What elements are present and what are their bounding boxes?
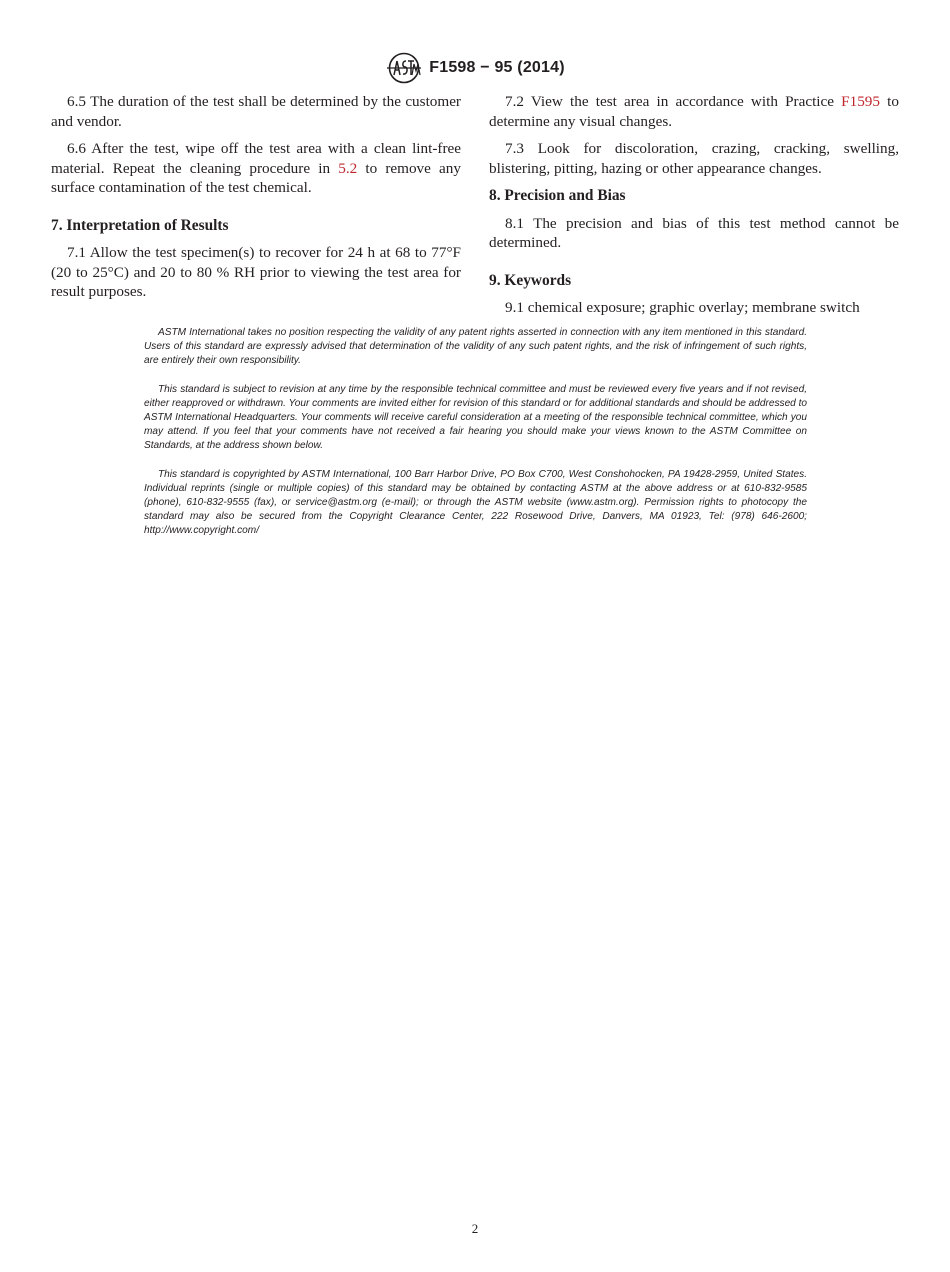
paragraph-9-1: 9.1 chemical exposure; graphic overlay; membrane switch (505, 299, 860, 316)
astm-logo-icon (385, 52, 423, 84)
page-header (0, 52, 950, 89)
left-column (51, 92, 461, 310)
section-8-heading: 8. Precision and Bias (489, 187, 626, 204)
legal-notes (144, 326, 807, 553)
paragraph-6-5: 6.5 The duration of the test shall be determined by the customer and vendor. (51, 93, 461, 130)
paragraph-6-6-text-end: to remove any surface contamination of the test chemical. (51, 159, 461, 196)
paragraph-7-3: 7.3 Look for discoloration, crazing, cracking, swelling, blistering, pitting, hazing or other appearance changes. (489, 140, 899, 177)
section-5-2-link[interactable]: 5.2 (338, 159, 358, 177)
paragraph-7-1: 7.1 Allow the test specimen(s) to recover for 24 h at 68 to 77°F (20 to 25°C) and 20 to 80 % RH prior to viewing the test area for result purposes. (51, 244, 461, 300)
section-7-heading: 7. Interpretation of Results (51, 216, 229, 234)
paragraph-7-2 (489, 92, 899, 131)
paragraph-6-6-text-start: 6.6 After the test, wipe off the test area with a clean lint-free material. Repeat the cleaning procedure in (51, 140, 461, 177)
paragraph-6-6 (51, 139, 461, 198)
revision-notice: This standard is subject to revision at any time by the responsible technical committee and must be reviewed every five years and if not revised, either reapproved or withdrawn. Your comments are invited either for revision of this standard or for additional standards and should be addressed to ASTM International Headquarters. Your comments will receive careful consideration at a meeting of the responsible technical committee, which you may attend. If you feel that your comments have not received a fair hearing you should make your views known to the ASTM Committee on Standards, at the address shown below. (144, 384, 808, 451)
paragraph-7-2-text-end: to determine any visual changes. (489, 93, 899, 130)
right-column (489, 92, 899, 326)
copyright-notice: This standard is copyrighted by ASTM International, 100 Barr Harbor Drive, PO Box C700, West Conshohocken, PA 19428-2959, United States. Individual reprints (single or multiple copies) of this standard may be obtained by contacting ASTM at the above address or at 610-832-9585 (phone), 610-832-9555 (fax), or service@astm.org (e-mail); or through the ASTM website (www.astm.org). Permission rights to photocopy the standard may also be secured from the Copyright Clearance Center, 222 Rosewood Drive, Danvers, MA 01923, Tel: (978) 646-2600; http://www.copyright.com/ (144, 469, 807, 536)
section-9-heading: 9. Keywords (489, 271, 572, 289)
paragraph-8-1: 8.1 The precision and bias of this test method cannot be determined. (489, 214, 899, 251)
page-number: 2 (471, 1221, 479, 1236)
header-content (385, 52, 565, 84)
practice-f1595-link[interactable]: F1595 (841, 93, 880, 110)
patent-notice: ASTM International takes no position respecting the validity of any patent rights asserted in connection with any item mentioned in this standard. Users of this standard are expressly advised that determination of the validity of any such patent rights, and the risk of infringement of such rights, are entirely their own responsibility. (144, 327, 807, 366)
standard-designation: F1598 − 95 (2014) (429, 59, 565, 76)
paragraph-7-2-text-start: 7.2 View the test area in accordance with Practice (505, 93, 842, 110)
